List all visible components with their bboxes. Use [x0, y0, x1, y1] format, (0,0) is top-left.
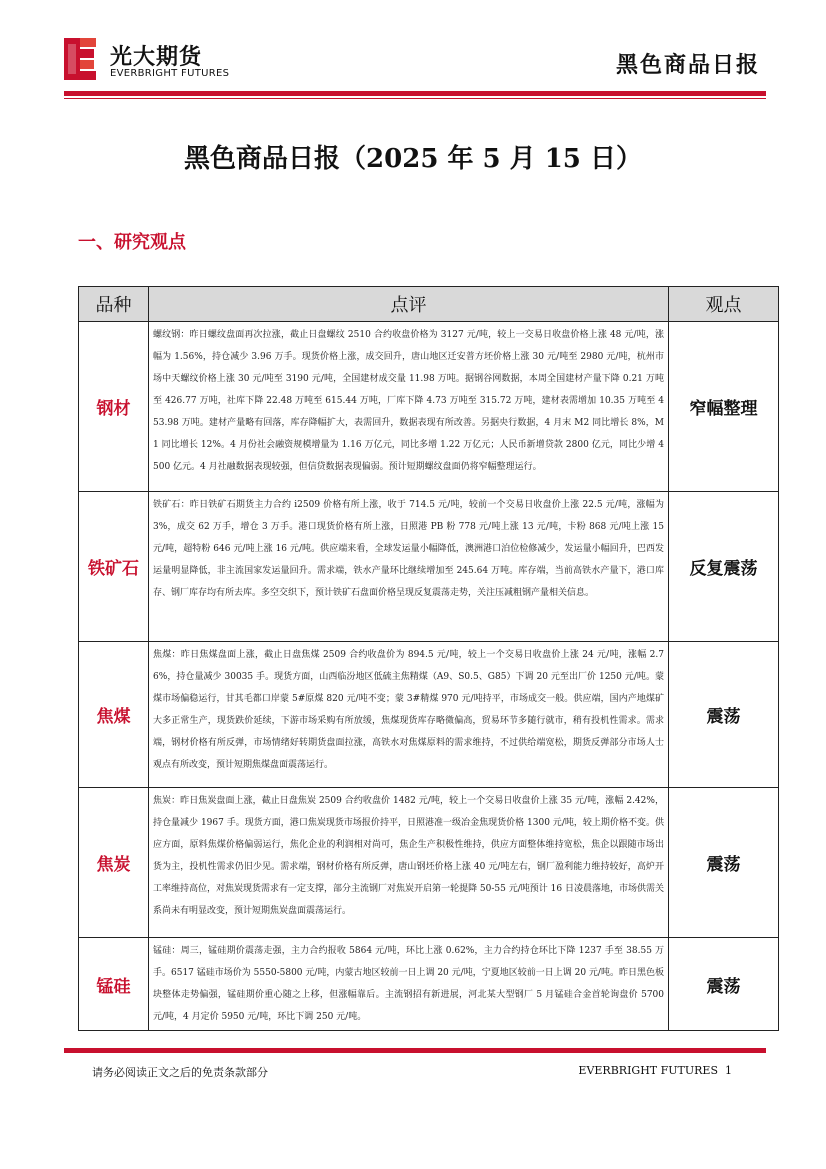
header-comment: 点评: [149, 287, 669, 322]
header-rule-thin: [64, 98, 766, 99]
brand-name-cn: 光大期货: [110, 45, 203, 70]
footer-company-name: EVERBRIGHT FUTURES: [578, 1064, 718, 1077]
row-category: 铁矿石: [79, 492, 149, 642]
page-number: 1: [725, 1064, 732, 1077]
footer-company: [578, 1064, 732, 1077]
row-comment: 焦炭：昨日焦炭盘面上涨，截止日盘焦炭 2509 合约收盘价 1482 元/吨，较上一个交易日收盘价上涨 35 元/吨，涨幅 2.42%，持仓量减少 1967 手。现货方面，港口焦炭现货市场报价持平，日照港准一级冶金焦现货价格 1300 元/吨，较上期价格不变。供应方面，原料焦煤价格偏弱运行，焦化企业的利润相对尚可，焦企生产积极性维持，供应方面整体维持宽松，焦企以跟随市场出货为主，投机性需求仍旧少见。需求端，钢材价格有所反弹，唐山钢坯价格上涨 40 元/吨左右，钢厂盈利能力维持较好，高炉开工率维持高位，对焦炭现货需求有一定支撑，部分主流钢厂对焦炭开启第一轮提降 50-55 元/吨预计 16 日凌晨落地，市场供需关系尚未有明显改变，预计短期焦炭盘面震荡运行。: [149, 788, 669, 938]
header-view: 观点: [669, 287, 779, 322]
header-rule-thick: [64, 91, 766, 96]
row-view: 反复震荡: [669, 492, 779, 642]
row-comment: 螺纹钢：昨日螺纹盘面再次拉涨，截止日盘螺纹 2510 合约收盘价格为 3127 元/吨，较上一交易日收盘价格上涨 48 元/吨，涨幅为 1.56%，持仓减少 3.96 万手。现货价格上涨，成交回升，唐山地区迁安普方坯价格上涨 30 元/吨至 2980 元/吨，杭州市场中天螺纹价格上涨 30 元/吨至 3190 元/吨，全国建材成交量 11.98 万吨。据钢谷网数据，本周全国建材产量下降 0.21 万吨至 426.77 万吨，社库下降 22.48 万吨至 615.44 万吨，厂库下降 4.73 万吨至 315.72 万吨，建材表需增加 10.35 万吨至 453.98 万吨。建材产量略有回落，库存降幅扩大，表需回升，数据表现有所改善。另据央行数据，4 月末 M2 同比增长 8%，M1 同比增长 12%。4 月份社会融资规模增量为 1.16 万亿元，同比多增 1.22 万亿元；人民币新增贷款 2800 亿元，同比少增 4500 亿元。4 月社融数据表现较强，但信贷数据表现偏弱。预计短期螺纹盘面仍将窄幅整理运行。: [149, 322, 669, 492]
table-row: [79, 938, 779, 1031]
row-view: 震荡: [669, 642, 779, 788]
row-comment: 焦煤：昨日焦煤盘面上涨，截止日盘焦煤 2509 合约收盘价为 894.5 元/吨，较上一个交易日收盘价上涨 24 元/吨，涨幅 2.76%，持仓量减少 30035 手。现货方面，山西临汾地区低硫主焦精煤（A9、S0.5、G85）下调 20 元至出厂价 1250 元/吨。蒙煤市场偏稳运行，甘其毛都口岸蒙 5#原煤 820 元/吨不变；蒙 3#精煤 970 元/吨持平，市场成交一般。供应端，国内产地煤矿大多正常生产，现货跌价延续，下游市场采购有所放缓，焦煤现货库存略微偏高，贸易环节多随行就市，稍有投机性需求。需求端，钢材价格有所反弹，市场情绪好转期货盘面拉涨，高铁水对焦煤原料的需求维持，不过供给端宽松，期货反弹部分市场人士观点有所改变，预计短期焦煤盘面震荡运行。: [149, 642, 669, 788]
report-name: 黑色商品日报: [615, 53, 760, 78]
row-category: 锰硅: [79, 938, 149, 1031]
row-view: 震荡: [669, 788, 779, 938]
row-category: 焦煤: [79, 642, 149, 788]
everbright-logo-icon: [62, 36, 98, 82]
table-row: [79, 788, 779, 938]
row-view: 震荡: [669, 938, 779, 1031]
row-category: 焦炭: [79, 788, 149, 938]
footer-rule: [64, 1048, 766, 1053]
page-header: [0, 0, 826, 100]
row-comment: 锰硅：周三，锰硅期价震荡走强，主力合约报收 5864 元/吨，环比上涨 0.62%，主力合约持仓环比下降 1237 手至 38.55 万手。6517 锰硅市场价为 5550-5800 元/吨，内蒙古地区较前一日上调 20 元/吨，宁夏地区较前一日上调 20 元/吨。昨日黑色板块整体走势偏强，锰硅期价重心随之上移，但涨幅靠后。主流钢招有新进展，河北某大型钢厂 5 月锰硅合金首轮询盘价 5700 元/吨，4 月定价 5950 元/吨，环比下调 250 元/吨。: [149, 938, 669, 1031]
table-row: [79, 642, 779, 788]
row-view: 窄幅整理: [669, 322, 779, 492]
table-row: [79, 322, 779, 492]
footer-disclaimer: 请务必阅读正文之后的免责条款部分: [92, 1066, 268, 1079]
row-comment: 铁矿石：昨日铁矿石期货主力合约 i2509 价格有所上涨，收于 714.5 元/吨，较前一个交易日收盘价上涨 22.5 元/吨，涨幅为 3%，成交 62 万手，增仓 3 万手。港口现货价格有所上涨，日照港 PB 粉 778 元/吨上涨 13 元/吨，卡粉 868 元/吨上涨 15 元/吨，超特粉 646 元/吨上涨 16 元/吨。供应端来看，全球发运量小幅降低，澳洲港口泊位检修减少，发运量小幅回升，巴西发运量明显降低，非主流国家发运量回升。需求端，铁水产量环比继续增加至 245.64 万吨。库存端，当前高铁水产量下，港口库存、钢厂库存均有所去库。多空交织下，预计铁矿石盘面价格呈现反复震荡走势，关注压减粗钢产量相关信息。: [149, 492, 669, 642]
research-views-table: [78, 286, 779, 1031]
row-category: 钢材: [79, 322, 149, 492]
brand-name-en: EVERBRIGHT FUTURES: [110, 68, 230, 79]
table-header-row: [79, 287, 779, 322]
table-row: [79, 492, 779, 642]
section-title: 一、研究观点: [78, 232, 186, 253]
document-title: 黑色商品日报（2025 年 5 月 15 日）: [184, 144, 642, 174]
header-category: 品种: [79, 287, 149, 322]
